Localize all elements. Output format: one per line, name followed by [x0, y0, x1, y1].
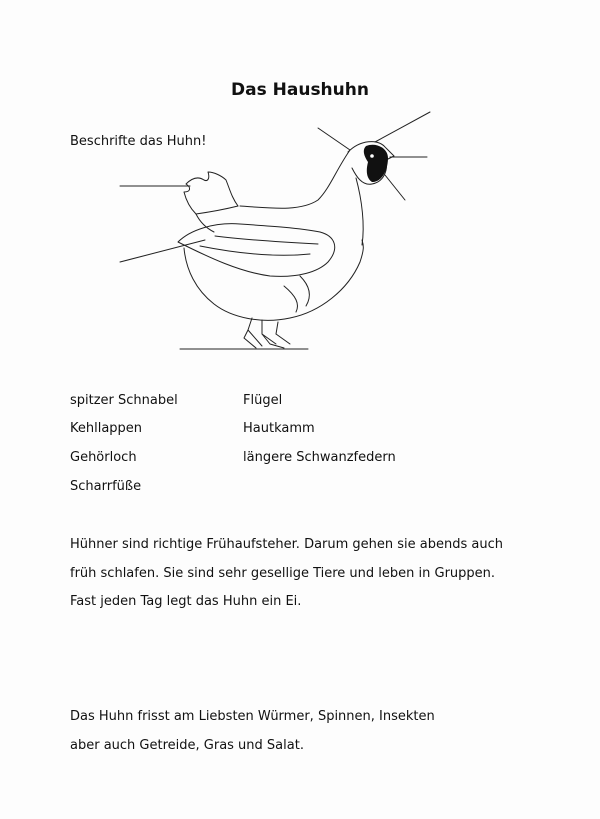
paragraph-line: aber auch Getreide, Gras und Salat. — [70, 738, 304, 753]
paragraph-line: früh schlafen. Sie sind sehr gesellige Tiere und leben in Gruppen. — [70, 566, 496, 581]
instruction-text: Beschrifte das Huhn! — [70, 134, 207, 149]
paragraph-line: Fast jeden Tag legt das Huhn ein Ei. — [70, 594, 302, 609]
word-bank-item: Kehllappen — [70, 421, 143, 436]
paragraph-line: Das Huhn frisst am Liebsten Würmer, Spinnen, Insekten — [70, 709, 435, 724]
word-bank-item: Gehörloch — [70, 450, 137, 465]
hen-eye — [370, 154, 374, 158]
word-bank-item: Flügel — [243, 393, 283, 408]
word-bank-item: Scharrfüße — [70, 479, 142, 494]
hen-illustration — [110, 110, 440, 360]
hen-body-outline — [184, 240, 363, 320]
label-line-neck — [318, 128, 350, 150]
label-line-wing — [120, 240, 205, 262]
hen-neck-front — [356, 178, 363, 245]
label-line-wattle — [385, 175, 405, 200]
paragraph-line: Hühner sind richtige Frühaufsteher. Darum gehen sie abends auch — [70, 537, 504, 552]
word-bank-item: spitzer Schnabel — [70, 393, 178, 408]
label-line-comb — [375, 112, 430, 142]
hen-tail-feathers — [184, 172, 238, 232]
hen-head-marking — [364, 145, 388, 182]
hen-neck-back — [240, 150, 350, 208]
hen-feet — [244, 330, 290, 348]
word-bank-item: längere Schwanzfedern — [243, 450, 396, 465]
hen-wing — [178, 224, 335, 277]
page-title: Das Haushuhn — [231, 80, 369, 100]
word-bank-item: Hautkamm — [243, 421, 315, 436]
